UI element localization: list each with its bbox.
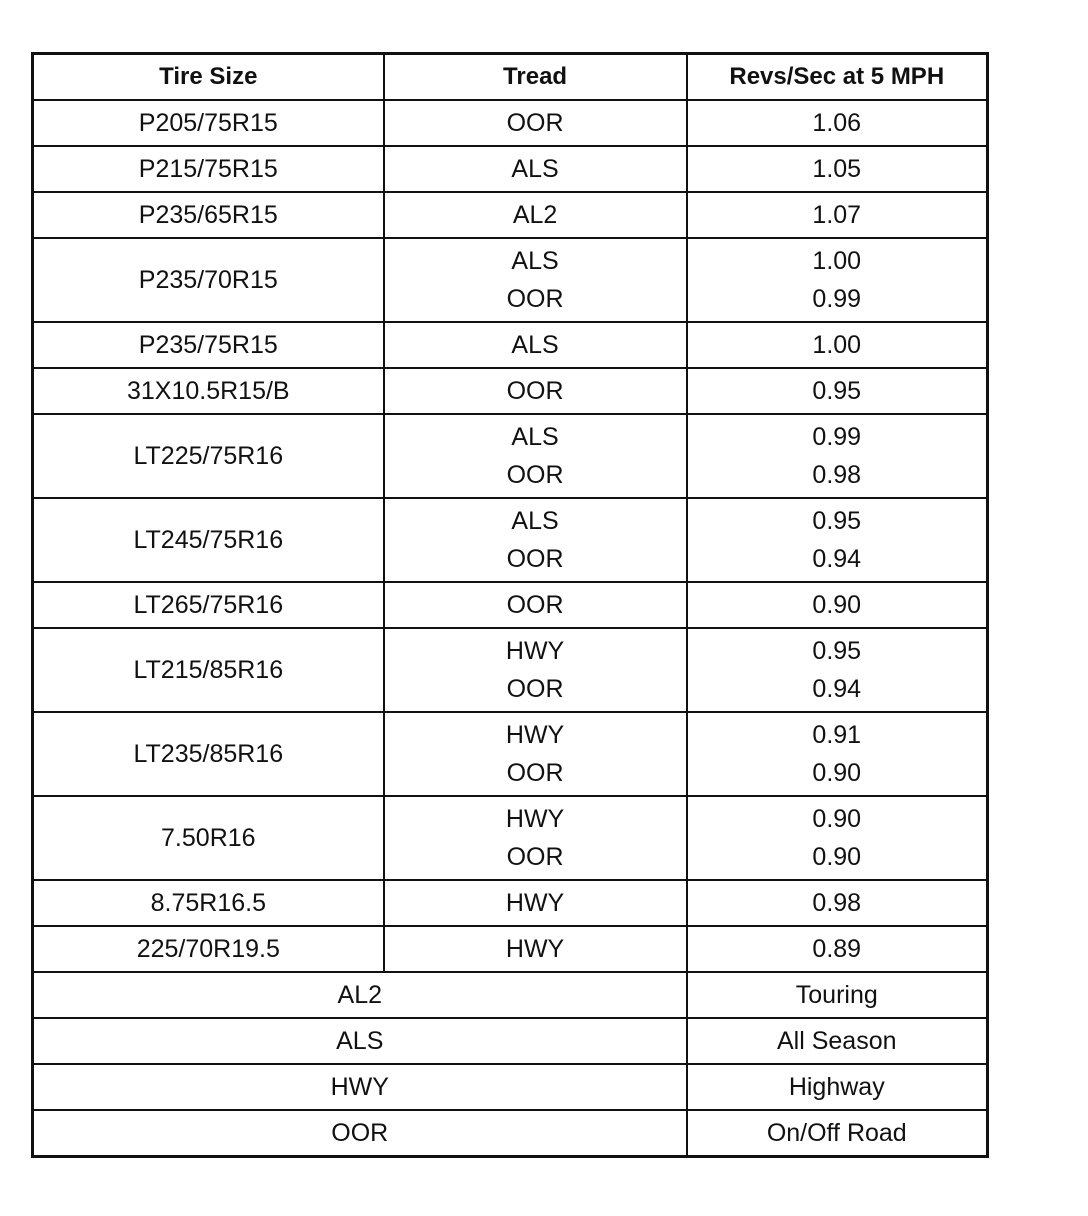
tread-value: HWY xyxy=(505,805,565,833)
revs-value: 0.99 xyxy=(812,285,862,313)
header-tire-size: Tire Size xyxy=(33,54,384,101)
tread-cell xyxy=(384,146,687,192)
revs-value: 0.95 xyxy=(812,637,862,665)
revs-value: 0.90 xyxy=(812,591,862,619)
tire-size-cell: LT215/85R16 xyxy=(33,628,384,712)
revs-cell xyxy=(687,322,988,368)
legend-row xyxy=(33,1110,988,1157)
revs-value: 1.05 xyxy=(812,155,862,183)
tread-value: OOR xyxy=(506,461,564,489)
table-row xyxy=(33,414,988,498)
tread-value: OOR xyxy=(506,759,564,787)
revs-cell xyxy=(687,368,988,414)
tread-cell xyxy=(384,926,687,972)
tread-value: ALS xyxy=(511,507,559,535)
tread-cell xyxy=(384,498,687,582)
table-row xyxy=(33,880,988,926)
tread-value: HWY xyxy=(505,935,565,963)
table-row xyxy=(33,146,988,192)
revs-cell xyxy=(687,796,988,880)
legend-meaning: Highway xyxy=(687,1064,988,1110)
tread-cell xyxy=(384,796,687,880)
table-row xyxy=(33,238,988,322)
revs-cell xyxy=(687,192,988,238)
table-row xyxy=(33,498,988,582)
revs-value: 1.07 xyxy=(812,201,862,229)
revs-value: 0.90 xyxy=(812,759,862,787)
tread-value: OOR xyxy=(506,591,564,619)
tread-cell xyxy=(384,368,687,414)
tread-cell xyxy=(384,192,687,238)
revs-cell xyxy=(687,238,988,322)
tread-value: ALS xyxy=(511,155,559,183)
tread-cell xyxy=(384,628,687,712)
revs-value: 0.90 xyxy=(812,805,862,833)
table-row xyxy=(33,582,988,628)
table-row xyxy=(33,192,988,238)
tread-cell xyxy=(384,238,687,322)
tread-cell xyxy=(384,712,687,796)
table-row xyxy=(33,926,988,972)
legend-meaning: On/Off Road xyxy=(687,1110,988,1157)
revs-value: 0.89 xyxy=(812,935,862,963)
tread-value: HWY xyxy=(505,721,565,749)
revs-value: 0.99 xyxy=(812,423,862,451)
tread-value: HWY xyxy=(505,637,565,665)
tire-size-cell: P235/70R15 xyxy=(33,238,384,322)
revs-value: 0.98 xyxy=(812,461,862,489)
legend-code: ALS xyxy=(33,1018,687,1064)
header-row xyxy=(33,54,988,101)
table-row xyxy=(33,100,988,146)
tread-cell xyxy=(384,322,687,368)
tire-table xyxy=(31,52,989,1158)
table-row xyxy=(33,368,988,414)
legend-meaning: Touring xyxy=(687,972,988,1018)
header-tread: Tread xyxy=(384,54,687,101)
tread-value: OOR xyxy=(506,843,564,871)
tread-value: ALS xyxy=(511,331,559,359)
legend-row xyxy=(33,972,988,1018)
revs-value: 1.00 xyxy=(812,331,862,359)
revs-value: 0.94 xyxy=(812,675,862,703)
tire-size-cell: P215/75R15 xyxy=(33,146,384,192)
tire-size-cell: LT225/75R16 xyxy=(33,414,384,498)
table-row xyxy=(33,796,988,880)
legend-row xyxy=(33,1064,988,1110)
revs-value: 0.91 xyxy=(812,721,862,749)
revs-value: 1.00 xyxy=(812,247,862,275)
tire-size-cell: 31X10.5R15/B xyxy=(33,368,384,414)
revs-value: 0.98 xyxy=(812,889,862,917)
tread-value: OOR xyxy=(506,377,564,405)
tire-size-cell: 225/70R19.5 xyxy=(33,926,384,972)
tread-cell xyxy=(384,100,687,146)
tread-value: OOR xyxy=(506,675,564,703)
table-row xyxy=(33,322,988,368)
legend-code: HWY xyxy=(33,1064,687,1110)
tread-cell xyxy=(384,880,687,926)
tire-size-cell: LT265/75R16 xyxy=(33,582,384,628)
tire-size-cell: 7.50R16 xyxy=(33,796,384,880)
revs-cell xyxy=(687,414,988,498)
revs-cell xyxy=(687,100,988,146)
tread-cell xyxy=(384,414,687,498)
revs-value: 1.06 xyxy=(812,109,862,137)
tread-value: OOR xyxy=(506,545,564,573)
tire-size-cell: LT245/75R16 xyxy=(33,498,384,582)
revs-value: 0.95 xyxy=(812,507,862,535)
legend-meaning: All Season xyxy=(687,1018,988,1064)
legend-code: AL2 xyxy=(33,972,687,1018)
tread-cell xyxy=(384,582,687,628)
revs-cell xyxy=(687,146,988,192)
tire-size-cell: P235/65R15 xyxy=(33,192,384,238)
revs-cell xyxy=(687,926,988,972)
revs-cell xyxy=(687,628,988,712)
tire-size-cell: 8.75R16.5 xyxy=(33,880,384,926)
tread-value: OOR xyxy=(506,109,564,137)
revs-cell xyxy=(687,582,988,628)
tire-size-cell: P235/75R15 xyxy=(33,322,384,368)
revs-value: 0.95 xyxy=(812,377,862,405)
revs-value: 0.94 xyxy=(812,545,862,573)
tire-size-cell: P205/75R15 xyxy=(33,100,384,146)
revs-cell xyxy=(687,880,988,926)
revs-value: 0.90 xyxy=(812,843,862,871)
legend-row xyxy=(33,1018,988,1064)
tread-value: ALS xyxy=(511,247,559,275)
tread-value: ALS xyxy=(511,423,559,451)
header-revs: Revs/Sec at 5 MPH xyxy=(687,54,988,101)
legend-code: OOR xyxy=(33,1110,687,1157)
revs-cell xyxy=(687,712,988,796)
tread-value: AL2 xyxy=(512,201,558,229)
tread-value: HWY xyxy=(505,889,565,917)
revs-cell xyxy=(687,498,988,582)
tire-body xyxy=(33,100,988,1157)
tread-value: OOR xyxy=(506,285,564,313)
tire-size-cell: LT235/85R16 xyxy=(33,712,384,796)
table-row xyxy=(33,712,988,796)
table-row xyxy=(33,628,988,712)
